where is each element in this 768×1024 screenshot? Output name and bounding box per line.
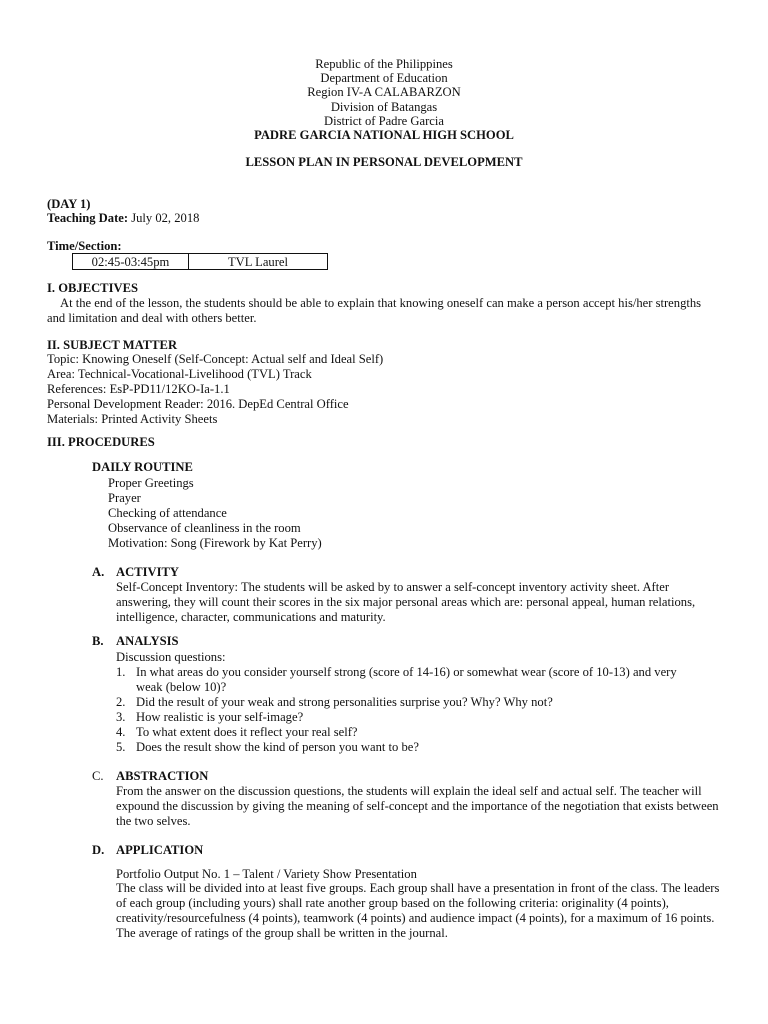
school-name: PADRE GARCIA NATIONAL HIGH SCHOOL [254, 128, 514, 143]
subject-matter-line: References: EsP-PD11/12KO-Ia-1.1 [47, 382, 230, 396]
header-line: Region IV-A CALABARZON [307, 85, 461, 100]
abstraction-text: From the answer on the discussion questions, the students will explain the ideal self and actual self. The teacher will expound the discussion by giving the meaning of self-concept and the importance of the negotiation that exists between the two selves. [116, 784, 719, 828]
time-section-table [72, 253, 328, 270]
question-text: In what areas do you consider yourself strong (score of 14-16) or somewhat wear (score of 10-13) and very weak (below 10)? [136, 665, 677, 694]
routine-item: Proper Greetings [108, 476, 194, 490]
section-cell: TVL Laurel [189, 254, 328, 270]
analysis-intro: Discussion questions: [116, 650, 226, 664]
document-title: LESSON PLAN IN PERSONAL DEVELOPMENT [245, 155, 523, 169]
header-line: Republic of the Philippines [315, 57, 453, 71]
routine-item: Observance of cleanliness in the room [108, 521, 301, 535]
time-cell: 02:45-03:45pm [73, 254, 189, 270]
subject-matter-line: Area: Technical-Vocational-Livelihood (TVL) Track [47, 367, 312, 381]
objectives-heading: I. OBJECTIVES [47, 281, 138, 295]
procedures-heading: III. PROCEDURES [47, 435, 155, 449]
time-section-label: Time/Section: [47, 239, 122, 253]
question-text: Does the result show the kind of person you want to be? [136, 740, 419, 754]
teaching-date [47, 211, 199, 226]
question-number: 3. [116, 710, 126, 724]
question-item [116, 695, 706, 710]
analysis-letter: B. [92, 634, 104, 648]
question-number: 4. [116, 725, 126, 739]
abstraction-heading [92, 769, 208, 784]
objectives-text: At the end of the lesson, the students should be able to explain that knowing oneself can make a person accept his/her strengths and limitation and deal with others better. [47, 296, 702, 325]
subject-matter-list [47, 352, 383, 427]
question-text: To what extent does it reflect your real self? [136, 725, 358, 739]
subject-matter-line: Personal Development Reader: 2016. DepEd Central Office [47, 397, 349, 411]
question-item [116, 740, 706, 755]
teaching-date-label: Teaching Date: [47, 211, 129, 225]
teaching-date-value: July 02, 2018 [128, 211, 200, 225]
question-text: How realistic is your self-image? [136, 710, 304, 724]
question-number: 1. [116, 665, 126, 679]
question-item [116, 710, 706, 725]
header-line: Division of Batangas [330, 99, 438, 114]
activity-heading [92, 565, 179, 580]
application-text: The class will be divided into at least five groups. Each group shall have a presentation in front of the class. The leaders of each group (including yours) shall rate another group based on the following criteria: originality (4 points), creativity/resourcefulness (4 points), teamwork (4 points) and audience impact (4 points), for a maximum of 16 points. The average of ratings of the group shall be written in the journal. [116, 881, 720, 940]
daily-routine-list [108, 476, 322, 551]
routine-item: Prayer [108, 491, 141, 505]
abstraction-letter: C. [92, 769, 104, 783]
subject-matter-heading: II. SUBJECT MATTER [47, 338, 178, 352]
document-header [0, 57, 768, 142]
header-line: District of Padre Garcia [324, 113, 444, 128]
activity-text: Self-Concept Inventory: The students will be asked by to answer a self-concept inventory activity sheet. After answering, they will count their scores in the six major personal areas which are: personal appeal, human relations, intelligence, character, communications and maturity. [116, 580, 696, 624]
question-number: 5. [116, 740, 126, 754]
daily-routine-heading: DAILY ROUTINE [92, 460, 193, 474]
application-title: APPLICATION [116, 843, 204, 857]
abstraction-title: ABSTRACTION [116, 769, 209, 783]
header-line: Department of Education [320, 71, 448, 86]
analysis-title: ANALYSIS [116, 634, 179, 648]
routine-item: Checking of attendance [108, 506, 227, 520]
question-text: Did the result of your weak and strong personalities surprise you? Why? Why not? [136, 695, 553, 709]
analysis-question-list [116, 665, 706, 755]
subject-matter-line: Topic: Knowing Oneself (Self-Concept: Actual self and Ideal Self) [47, 352, 384, 366]
question-number: 2. [116, 695, 126, 709]
day-label: (DAY 1) [47, 197, 91, 211]
question-item [116, 725, 706, 740]
analysis-heading [92, 634, 179, 649]
application-letter: D. [92, 843, 105, 857]
routine-item: Motivation: Song (Firework by Kat Perry) [108, 536, 322, 550]
activity-letter: A. [92, 565, 105, 579]
question-item [116, 665, 706, 695]
subject-matter-line: Materials: Printed Activity Sheets [47, 412, 218, 426]
application-heading [92, 843, 203, 858]
activity-title: ACTIVITY [116, 565, 179, 579]
application-subtitle: Portfolio Output No. 1 – Talent / Variety Show Presentation [116, 867, 417, 881]
